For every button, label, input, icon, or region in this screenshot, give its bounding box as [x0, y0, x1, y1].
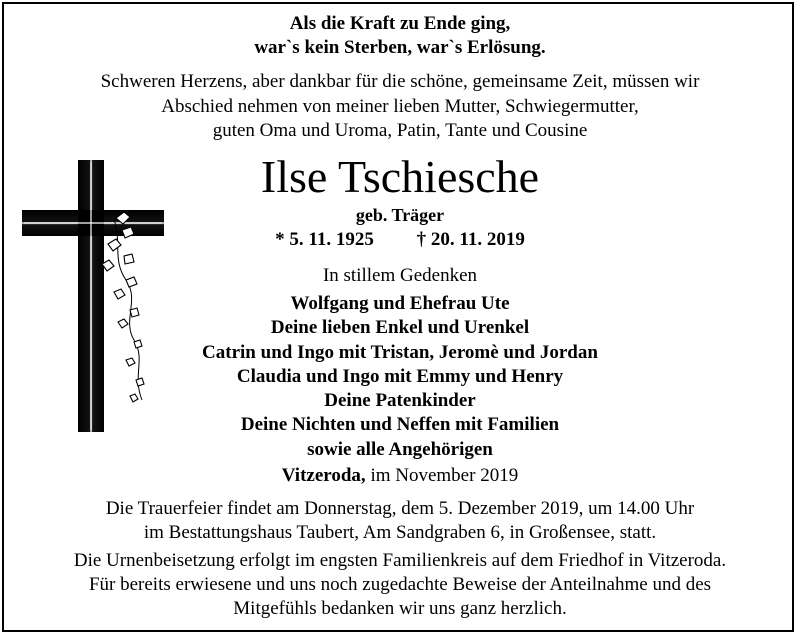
urn-burial-info — [0, 549, 800, 621]
mourner-line: Deine lieben Enkel und Urenkel — [270, 317, 530, 339]
urn-line: Für bereits erwiesene und uns noch zugedachte Beweise der Anteilnahme und des — [88, 574, 712, 595]
urn-line: Mitgefühls bedanken wir uns ganz herzlich. — [233, 598, 567, 619]
mourner-line: Catrin und Ingo mit Tristan, Jeromè und Jordan — [202, 341, 598, 363]
motto — [0, 12, 800, 60]
notice-date: im November 2019 — [370, 465, 519, 486]
intro-line: Abschied nehmen von meiner lieben Mutter, Schwiegermutter, — [161, 95, 639, 117]
maiden-name: geb. Träger — [355, 205, 445, 225]
life-dates — [0, 229, 800, 251]
mourner-line: Deine Nichten und Neffen mit Familien — [240, 414, 560, 436]
urn-line: Die Urnenbeisetzung erfolgt im engsten Familienkreis auf dem Friedhof in Vitzeroda. — [73, 550, 727, 571]
mourner-line: sowie alle Angehörigen — [307, 438, 493, 460]
intro-line: Schweren Herzens, aber dankbar für die schöne, gemeinsame Zeit, müssen wir — [100, 71, 700, 92]
motto-line: Als die Kraft zu Ende ging, — [289, 13, 511, 34]
mourner-line: Deine Patenkinder — [324, 390, 476, 412]
death-date: † 20. 11. 2019 — [416, 229, 525, 250]
intro-text — [0, 70, 800, 144]
ceremony-line: im Bestattungshaus Taubert, Am Sandgraben 6, in Großensee, statt. — [143, 522, 657, 543]
mourner-line: Claudia und Ingo mit Emmy und Henry — [236, 365, 564, 387]
mourner-line: Wolfgang und Ehefrau Ute — [290, 293, 510, 314]
ceremony-info — [0, 497, 800, 545]
deceased-name: Ilse Tschiesche — [260, 151, 540, 202]
motto-line: war`s kein Sterben, war`s Erlösung. — [254, 37, 546, 58]
place-name: Vitzeroda, — [281, 465, 366, 486]
birth-date: * 5. 11. 1925 — [275, 229, 374, 250]
mourners-list — [0, 292, 800, 462]
place-date — [0, 464, 800, 488]
intro-line: guten Oma und Uroma, Patin, Tante und Cousine — [212, 120, 588, 141]
ceremony-line: Die Trauerfeier findet am Donnerstag, dem 5. Dezember 2019, um 14.00 Uhr — [105, 498, 695, 519]
remembrance-line: In stillem Gedenken — [322, 265, 478, 286]
